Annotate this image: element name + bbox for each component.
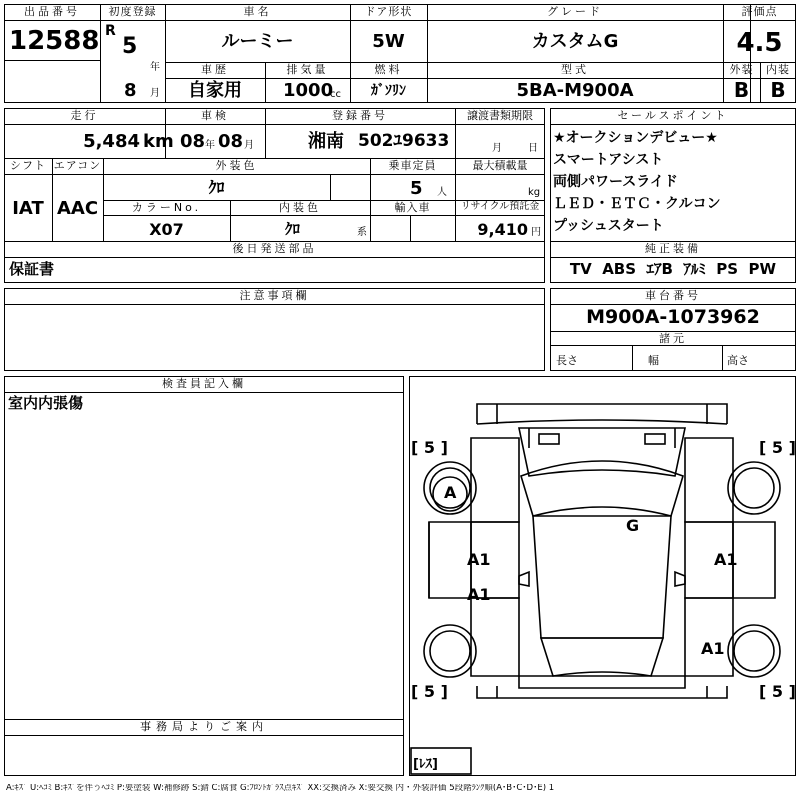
tire-fr: [ 5 ] bbox=[759, 438, 796, 457]
inspection-month-unit: 月 bbox=[244, 140, 254, 151]
model: 5BA-M900A bbox=[516, 80, 634, 101]
month-unit: 月 bbox=[150, 88, 160, 99]
exterior-color: ｸﾛ bbox=[208, 178, 225, 197]
chassis-number: M900A-1073962 bbox=[586, 306, 760, 328]
car-name-label: 車名 bbox=[243, 5, 272, 18]
displacement-label: 排気量 bbox=[286, 63, 329, 76]
door-type: 5W bbox=[372, 31, 405, 52]
tire-fr-value: 5 bbox=[771, 438, 784, 457]
transfer-deadline-label: 譲渡書類期限 bbox=[467, 109, 533, 122]
damage-mark: A1 bbox=[467, 585, 491, 604]
interior-grade: B bbox=[770, 78, 786, 102]
lot-number: 12588 bbox=[9, 26, 100, 56]
office-label: 事務局よりご案内 bbox=[140, 720, 268, 733]
exterior-color-label: 外装色 bbox=[215, 159, 258, 172]
plate-label: 登録番号 bbox=[332, 109, 388, 122]
plate-area: 湘南 bbox=[308, 131, 344, 152]
ac-label: エアコン bbox=[53, 159, 102, 172]
inspection-year: 08 bbox=[180, 131, 206, 152]
interior-color-unit: 系 bbox=[357, 227, 367, 238]
interior-color-label: 内装色 bbox=[279, 201, 321, 214]
first-registration-label: 初度登録 bbox=[108, 5, 157, 18]
capacity: 5 bbox=[410, 178, 423, 199]
tire-rr: [ 5 ] bbox=[759, 682, 796, 701]
inspection-label: 車検 bbox=[201, 109, 229, 122]
sales-point-item: ＬＥＤ・ＥＴＣ・クルコン bbox=[553, 196, 721, 212]
damage-mark: G bbox=[626, 516, 640, 535]
width-label: 幅 bbox=[648, 354, 659, 367]
lot-number-label: 出品番号 bbox=[24, 5, 80, 18]
grade-label: グレード bbox=[547, 5, 603, 18]
notes-label: 注意事項欄 bbox=[239, 289, 310, 302]
sales-point-item: 両側パワースライド bbox=[553, 174, 678, 190]
sales-point-item: ★オークションデビュー★ bbox=[553, 130, 718, 146]
car-name: ルーミー bbox=[221, 31, 294, 52]
shift: IAT bbox=[12, 198, 44, 219]
damage-mark: A bbox=[444, 483, 457, 502]
score: 4.5 bbox=[736, 28, 783, 58]
capacity-unit: 人 bbox=[437, 187, 447, 198]
chassis-label: 車台番号 bbox=[645, 289, 701, 302]
spare-tire-value: ﾚｽ bbox=[418, 757, 432, 772]
tire-fl-value: 5 bbox=[423, 438, 436, 457]
sales-point-item: スマートアシスト bbox=[553, 152, 664, 168]
color-number: X07 bbox=[149, 220, 184, 239]
import-label: 輸入車 bbox=[394, 201, 431, 214]
mileage-label: 走行 bbox=[70, 109, 99, 122]
score-label: 評価点 bbox=[741, 5, 778, 18]
ac: AAC bbox=[56, 198, 99, 219]
spare-tire: [ﾚｽ] bbox=[413, 757, 438, 772]
history-label: 車歴 bbox=[201, 63, 229, 76]
model-label: 型式 bbox=[561, 63, 589, 76]
interior-label: 内装 bbox=[766, 63, 790, 76]
year-unit: 年 bbox=[150, 62, 160, 73]
height-label: 高さ bbox=[727, 354, 749, 367]
transfer-day-unit: 日 bbox=[528, 143, 538, 154]
sales-point-item: プッシュスタート bbox=[553, 218, 664, 234]
mileage: 5,484 bbox=[83, 131, 140, 152]
tire-fl: [ 5 ] bbox=[411, 438, 448, 457]
max-load-unit: kg bbox=[528, 187, 541, 198]
inspector-notes: 室内内張傷 bbox=[8, 394, 84, 412]
max-load-label: 最大積載量 bbox=[472, 159, 528, 172]
displacement: 1000 bbox=[283, 80, 334, 101]
history: 自家用 bbox=[188, 80, 242, 101]
inspection-month: 08 bbox=[218, 131, 244, 152]
exterior-grade: B bbox=[733, 78, 750, 102]
genuine-equipment: TV ABS ｴｱB ｱﾙﾐ PS PW bbox=[569, 260, 777, 278]
door-label: ドア形状 bbox=[364, 5, 413, 18]
interior-color: ｸﾛ bbox=[284, 220, 300, 238]
inspector-block bbox=[4, 376, 404, 776]
recycle-unit: 円 bbox=[531, 227, 541, 238]
transfer-month-unit: 月 bbox=[492, 143, 502, 154]
later-parts-label: 後日発送部品 bbox=[232, 242, 317, 255]
tire-rl-value: 5 bbox=[423, 682, 436, 701]
grade: カスタムG bbox=[531, 31, 619, 52]
fuel-label: 燃料 bbox=[374, 63, 403, 76]
damage-mark: A1 bbox=[701, 639, 725, 658]
genuine-equipment-label: 純正装備 bbox=[645, 242, 701, 255]
specs-label: 諸元 bbox=[659, 332, 687, 345]
first-reg-year: 5 bbox=[122, 34, 138, 59]
later-parts: 保証書 bbox=[9, 260, 55, 278]
car-diagram bbox=[409, 376, 796, 776]
color-number-label: カラーNo. bbox=[131, 201, 202, 214]
sales-points-label: セールスポイント bbox=[617, 109, 729, 122]
plate-number: 502ﾕ9633 bbox=[358, 131, 450, 151]
recycle-deposit: 9,410 bbox=[477, 220, 528, 239]
inspector-label: 検査員記入欄 bbox=[162, 377, 246, 390]
era: R bbox=[105, 23, 116, 39]
displacement-unit: cc bbox=[330, 89, 341, 100]
fuel: ｶﾞｿﾘﾝ bbox=[371, 83, 406, 99]
mileage-unit: km bbox=[143, 131, 174, 152]
legend: A:ｷｽﾞ U:ﾍｺﾐ B:ｷｽﾞを伴うﾍｺﾐ P:要塗装 W:補修跡 S:錆 C:腐食 G:ﾌﾛﾝﾄｶﾞﾗｽ点ｷｽﾞ XX:交換済み X:要交換 内・外装評価 5段階ﾗﾝｸ順(A･B･C･D･E) 1 bbox=[6, 784, 555, 793]
tire-rr-value: 5 bbox=[771, 682, 784, 701]
capacity-label: 乗車定員 bbox=[388, 159, 437, 172]
inspection-year-unit: 年 bbox=[205, 140, 215, 151]
tire-rl: [ 5 ] bbox=[411, 682, 448, 701]
damage-mark: A1 bbox=[467, 550, 491, 569]
shift-label: シフト bbox=[10, 159, 46, 172]
exterior-label: 外装 bbox=[729, 63, 754, 76]
length-label: 長さ bbox=[556, 354, 578, 367]
first-reg-month: 8 bbox=[124, 80, 137, 101]
recycle-label: リサイクル預託金 bbox=[460, 201, 540, 212]
damage-mark: A1 bbox=[714, 550, 738, 569]
